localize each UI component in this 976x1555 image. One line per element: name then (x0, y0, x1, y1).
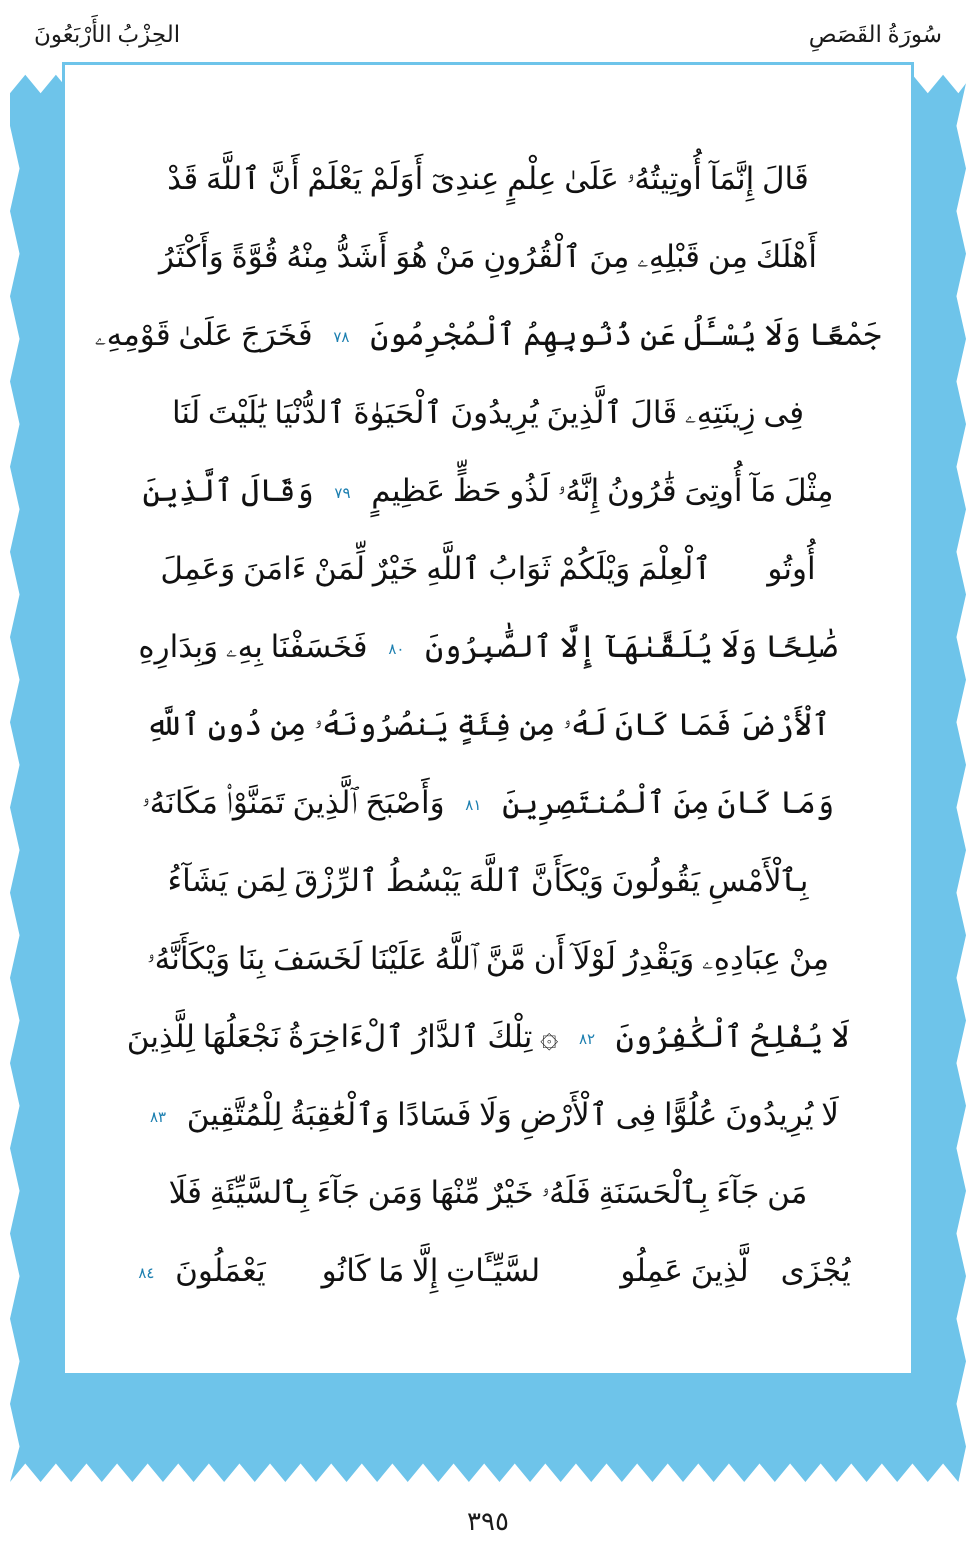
page-header (0, 0, 976, 62)
ayah-text: لَا يُفْلِحُ ٱلْكَٰفِرُونَ (615, 1019, 850, 1054)
ayah-text-tail: ۞ تِلْكَ ٱلدَّارُ ٱلْءَاخِرَةُ نَجْعَلُهَا لِلَّذِينَ (126, 1019, 559, 1054)
ayah-text: مَن جَآءَ بِٱلْحَسَنَةِ فَلَهُۥ خَيْرٌ مِّنْهَا وَمَن جَآءَ بِٱلسَّيِّئَةِ فَلَا (168, 1175, 808, 1210)
ayah-line (94, 218, 882, 296)
ayah-text: يُجْزَى ٱلَّذِينَ عَمِلُوا۟ ٱلسَّيِّـَٔاتِ إِلَّا مَا كَانُوا۟ يَعْمَلُونَ (175, 1253, 851, 1288)
ayah-text-tail: وَأَصْبَحَ ٱلَّذِينَ تَمَنَّوْا۟ مَكَانَهُۥ (141, 785, 445, 820)
ayah-text: بِٱلْأَمْسِ يَقُولُونَ وَيْكَأَنَّ ٱللَّهَ يَبْسُطُ ٱلرِّزْقَ لِمَن يَشَآءُ (167, 863, 809, 898)
page-footer (0, 1507, 976, 1537)
ayah-text: صَٰلِحًا وَلَا يُلَقَّىٰهَآ إِلَّا ٱلصَّٰبِرُونَ (425, 629, 838, 664)
ayah-line (94, 1154, 882, 1232)
ayah-line (94, 998, 882, 1076)
ayah-line (94, 920, 882, 998)
ayah-number-marker: ٧٨ (324, 321, 358, 355)
ayah-text: أُوتُوا۟ ٱلْعِلْمَ وَيْلَكُمْ ثَوَابُ ٱللَّهِ خَيْرٌ لِّمَنْ ءَامَنَ وَعَمِلَ (160, 551, 816, 586)
ayah-text: ٱلْأَرْضَ فَمَا كَانَ لَهُۥ مِن فِئَةٍ يَنصُرُونَهُۥ مِن دُونِ ٱللَّهِ (145, 707, 831, 742)
ayah-line (94, 296, 882, 374)
ayah-line (94, 608, 882, 686)
ayah-number-marker: ٨٤ (129, 1257, 163, 1291)
ayah-line (94, 530, 882, 608)
ayah-text: وَمَا كَانَ مِنَ ٱلْمُنتَصِرِينَ (502, 785, 835, 820)
page-number: ٣٩٥ (467, 1507, 509, 1536)
ayah-text: لَا يُرِيدُونَ عُلُوًّا فِى ٱلْأَرْضِ وَلَا فَسَادًا وَٱلْعَٰقِبَةُ لِلْمُتَّقِينَ (186, 1097, 839, 1132)
ayah-line (94, 1076, 882, 1154)
quran-text-body (78, 140, 898, 1405)
ayah-number-marker: ٧٩ (325, 477, 359, 511)
hizb-title: الحِزْبُ الأَرْبَعُونَ (34, 22, 181, 47)
ayah-text: فِى زِينَتِهِۦ قَالَ ٱلَّذِينَ يُرِيدُونَ ٱلْحَيَوٰةَ ٱلدُّنْيَا يَٰلَيْتَ لَنَا (171, 395, 805, 430)
ayah-text-tail: وَقَالَ ٱلَّذِينَ (142, 473, 314, 508)
ayah-number-marker: ٨٠ (379, 633, 413, 667)
ayah-text-tail: فَخَسَفْنَا بِهِۦ وَبِدَارِهِ (138, 629, 368, 664)
ayah-text: جَمْعًا وَلَا يُسْـَٔلُ عَن ذُنُوبِهِمُ ٱلْمُجْرِمُونَ (370, 317, 882, 352)
ayah-line (94, 1232, 882, 1310)
ayah-number-marker: ٨٣ (141, 1101, 175, 1135)
ayah-line (94, 374, 882, 452)
ayah-text: أَهْلَكَ مِن قَبْلِهِۦ مِنَ ٱلْقُرُونِ مَنْ هُوَ أَشَدُّ مِنْهُ قُوَّةً وَأَكْثَرُ (158, 239, 818, 274)
ayah-text: مِنْ عِبَادِهِۦ وَيَقْدِرُ لَوْلَآ أَن مَّنَّ ٱللَّهُ عَلَيْنَا لَخَسَفَ بِنَا وَيْكَأَنَّهُۥ (146, 941, 830, 976)
ayah-line (94, 452, 882, 530)
ayah-text: مِثْلَ مَآ أُوتِىَ قَٰرُونُ إِنَّهُۥ لَذُو حَظٍّ عَظِيمٍ (371, 473, 834, 508)
ayah-line (94, 686, 882, 764)
ayah-number-marker: ٨١ (456, 789, 490, 823)
ayah-line (94, 764, 882, 842)
ayah-line (94, 842, 882, 920)
ayah-text-tail: فَخَرَجَ عَلَىٰ قَوْمِهِۦ (94, 317, 313, 352)
ayah-number-marker: ٨٢ (570, 1023, 604, 1057)
ayah-line (94, 140, 882, 218)
surah-title: سُورَةُ القَصَصِ (808, 22, 942, 47)
ayah-text: قَالَ إِنَّمَآ أُوتِيتُهُۥ عَلَىٰ عِلْمٍ عِندِىٓ أَوَلَمْ يَعْلَمْ أَنَّ ٱللَّهَ قَدْ (167, 161, 809, 196)
